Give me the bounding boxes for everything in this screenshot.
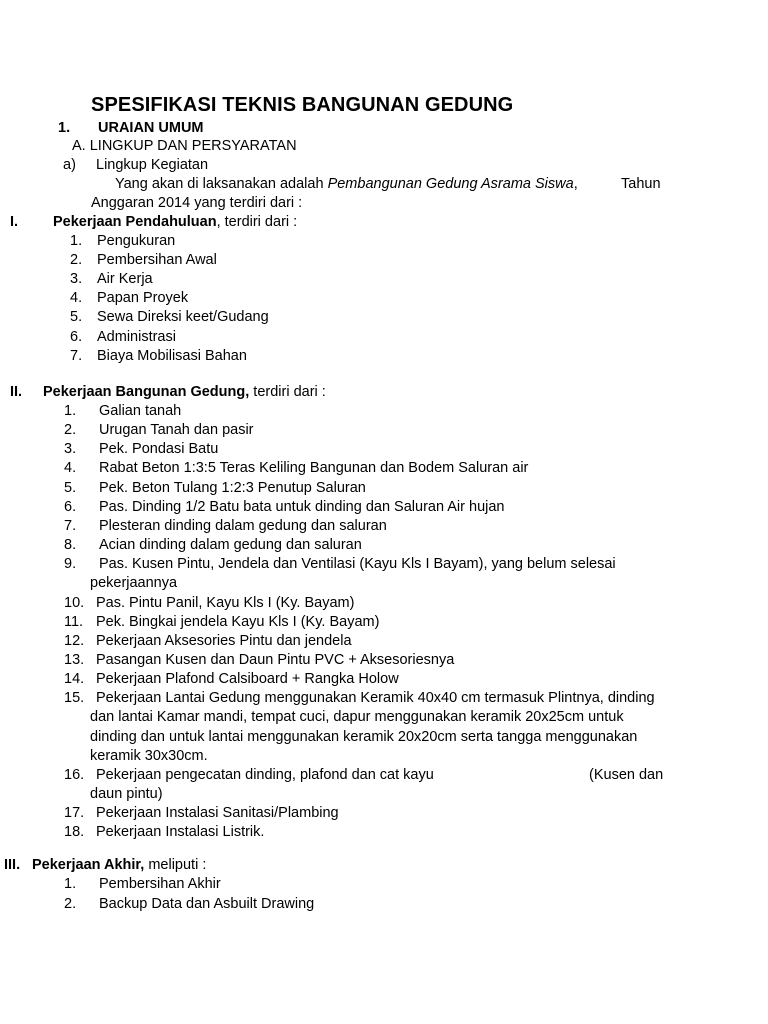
section1-heading-rest: , terdiri dari :	[216, 214, 298, 230]
list-item-text: Pekerjaan Instalasi Listrik.	[96, 824, 265, 841]
desc-tahun: Tahun	[621, 176, 661, 192]
section3-roman: III.	[4, 857, 21, 873]
list-item-number: 16.	[64, 766, 85, 783]
section3-heading	[32, 856, 206, 875]
list-item-number: 15.	[64, 690, 85, 707]
list-item-text: Acian dinding dalam gedung dan saluran	[99, 537, 362, 554]
list-item-number: 7.	[64, 517, 77, 534]
list-item-number: 17.	[64, 805, 85, 822]
list-item-number: 2.	[64, 422, 77, 439]
list-item-number: 1.	[70, 233, 83, 249]
section-number: 1.	[58, 120, 71, 136]
list-item-text: Galian tanah	[99, 403, 182, 419]
list-item-number: 4.	[64, 460, 77, 477]
list-item-number: 5.	[70, 309, 83, 326]
section1-roman: I.	[10, 214, 19, 230]
section2-heading-rest: terdiri dari :	[249, 384, 326, 400]
list-item-continuation: dan lantai Kamar mandi, tempat cuci, dapur menggunakan keramik 20x25cm untuk	[90, 709, 624, 726]
subsection-label: A. LINGKUP DAN PERSYARATAN	[72, 138, 297, 154]
project-name: Pembangunan Gedung Asrama Siswa	[327, 176, 574, 192]
section-label: URAIAN UMUM	[98, 120, 204, 136]
list-item-text: Papan Proyek	[97, 290, 189, 307]
list-item-text: Pas. Pintu Panil, Kayu Kls I (Ky. Bayam)	[96, 594, 355, 611]
list-item-number: 6.	[64, 498, 77, 515]
section2-heading-bold: Pekerjaan Bangunan Gedung,	[43, 384, 250, 400]
list-item-text: Pekerjaan pengecatan dinding, plafond dan cat kayu	[96, 766, 434, 783]
list-item-text-right: (Kusen dan	[589, 766, 664, 783]
item-label: Lingkup Kegiatan	[96, 157, 209, 173]
list-item-number: 1.	[64, 876, 77, 892]
list-item-text: Pasangan Kusen dan Daun Pintu PVC + Aksesoriesnya	[96, 651, 455, 668]
list-item-continuation: dinding dan untuk lantai menggunakan keramik 20x20cm serta tangga menggunakan	[90, 728, 638, 745]
list-item-text: Rabat Beton 1:3:5 Teras Keliling Bangunan dan Bodem Saluran air	[99, 460, 529, 477]
document-title: SPESIFIKASI TEKNIS BANGUNAN GEDUNG	[91, 94, 514, 116]
section2-roman: II.	[10, 384, 23, 400]
list-item-text: Sewa Direksi keet/Gudang	[97, 309, 269, 326]
list-item-number: 11.	[64, 613, 84, 630]
section3-heading-rest: meliputi :	[144, 857, 207, 873]
list-item-text: Backup Data dan Asbuilt Drawing	[99, 895, 315, 912]
list-item-number: 8.	[64, 537, 77, 554]
item-letter: a)	[63, 157, 76, 173]
list-item-text: Biaya Mobilisasi Bahan	[97, 347, 247, 364]
list-item-number: 5.	[64, 479, 77, 496]
list-item-number: 18.	[64, 824, 85, 841]
list-item-number: 3.	[70, 271, 83, 288]
list-item-number: 7.	[70, 347, 83, 364]
list-item-text: Pek. Bingkai jendela Kayu Kls I (Ky. Bayam)	[96, 613, 380, 630]
list-item-text: Pek. Beton Tulang 1:2:3 Penutup Saluran	[99, 479, 366, 496]
list-item-text: Pekerjaan Aksesories Pintu dan jendela	[96, 632, 352, 649]
list-item-continuation: pekerjaannya	[90, 575, 178, 592]
list-item-text: Plesteran dinding dalam gedung dan saluran	[99, 517, 387, 534]
list-item-text: Air Kerja	[97, 271, 153, 288]
list-item-number: 9.	[64, 556, 77, 573]
desc-prefix: Yang akan di laksanakan adalah	[115, 176, 328, 192]
list-item-text: Pekerjaan Instalasi Sanitasi/Plambing	[96, 805, 339, 822]
list-item-number: 13.	[64, 651, 85, 668]
list-item-number: 10.	[64, 594, 85, 611]
section1-heading	[53, 213, 297, 232]
desc-comma: ,	[573, 176, 578, 192]
list-item-text: Administrasi	[97, 328, 176, 345]
list-item-text: Urugan Tanah dan pasir	[99, 422, 254, 439]
list-item-number: 14.	[64, 671, 85, 688]
section2-heading	[43, 383, 326, 402]
list-item-text: Pembersihan Awal	[97, 252, 217, 269]
desc-line2: Anggaran 2014 yang terdiri dari :	[91, 195, 303, 211]
list-item-number: 2.	[70, 252, 83, 269]
list-item-text: Pas. Kusen Pintu, Jendela dan Ventilasi (Kayu Kls I Bayam), yang belum selesai	[99, 556, 616, 573]
list-item-text: Pekerjaan Plafond Calsiboard + Rangka Holow	[96, 671, 399, 688]
list-item-text: Pekerjaan Lantai Gedung menggunakan Keramik 40x40 cm termasuk Plintnya, dinding	[96, 690, 655, 707]
list-item-number: 3.	[64, 441, 77, 458]
list-item-text: Pas. Dinding 1/2 Batu bata untuk dinding dan Saluran Air hujan	[99, 498, 505, 515]
section3-heading-bold: Pekerjaan Akhir,	[32, 857, 145, 873]
list-item-number: 6.	[70, 328, 83, 345]
list-item-text: Pek. Pondasi Batu	[99, 441, 219, 458]
list-item-text: Pembersihan Akhir	[99, 876, 221, 892]
list-item-number: 2.	[64, 895, 77, 912]
list-item-number: 1.	[64, 403, 77, 419]
intro-description	[115, 175, 578, 194]
list-item-text: Pengukuran	[97, 233, 176, 249]
list-item-continuation: keramik 30x30cm.	[90, 747, 208, 764]
list-item-number: 4.	[70, 290, 83, 307]
list-item-number: 12.	[64, 632, 85, 649]
list-item-continuation: daun pintu)	[90, 786, 163, 802]
section1-heading-bold: Pekerjaan Pendahuluan	[53, 214, 217, 230]
